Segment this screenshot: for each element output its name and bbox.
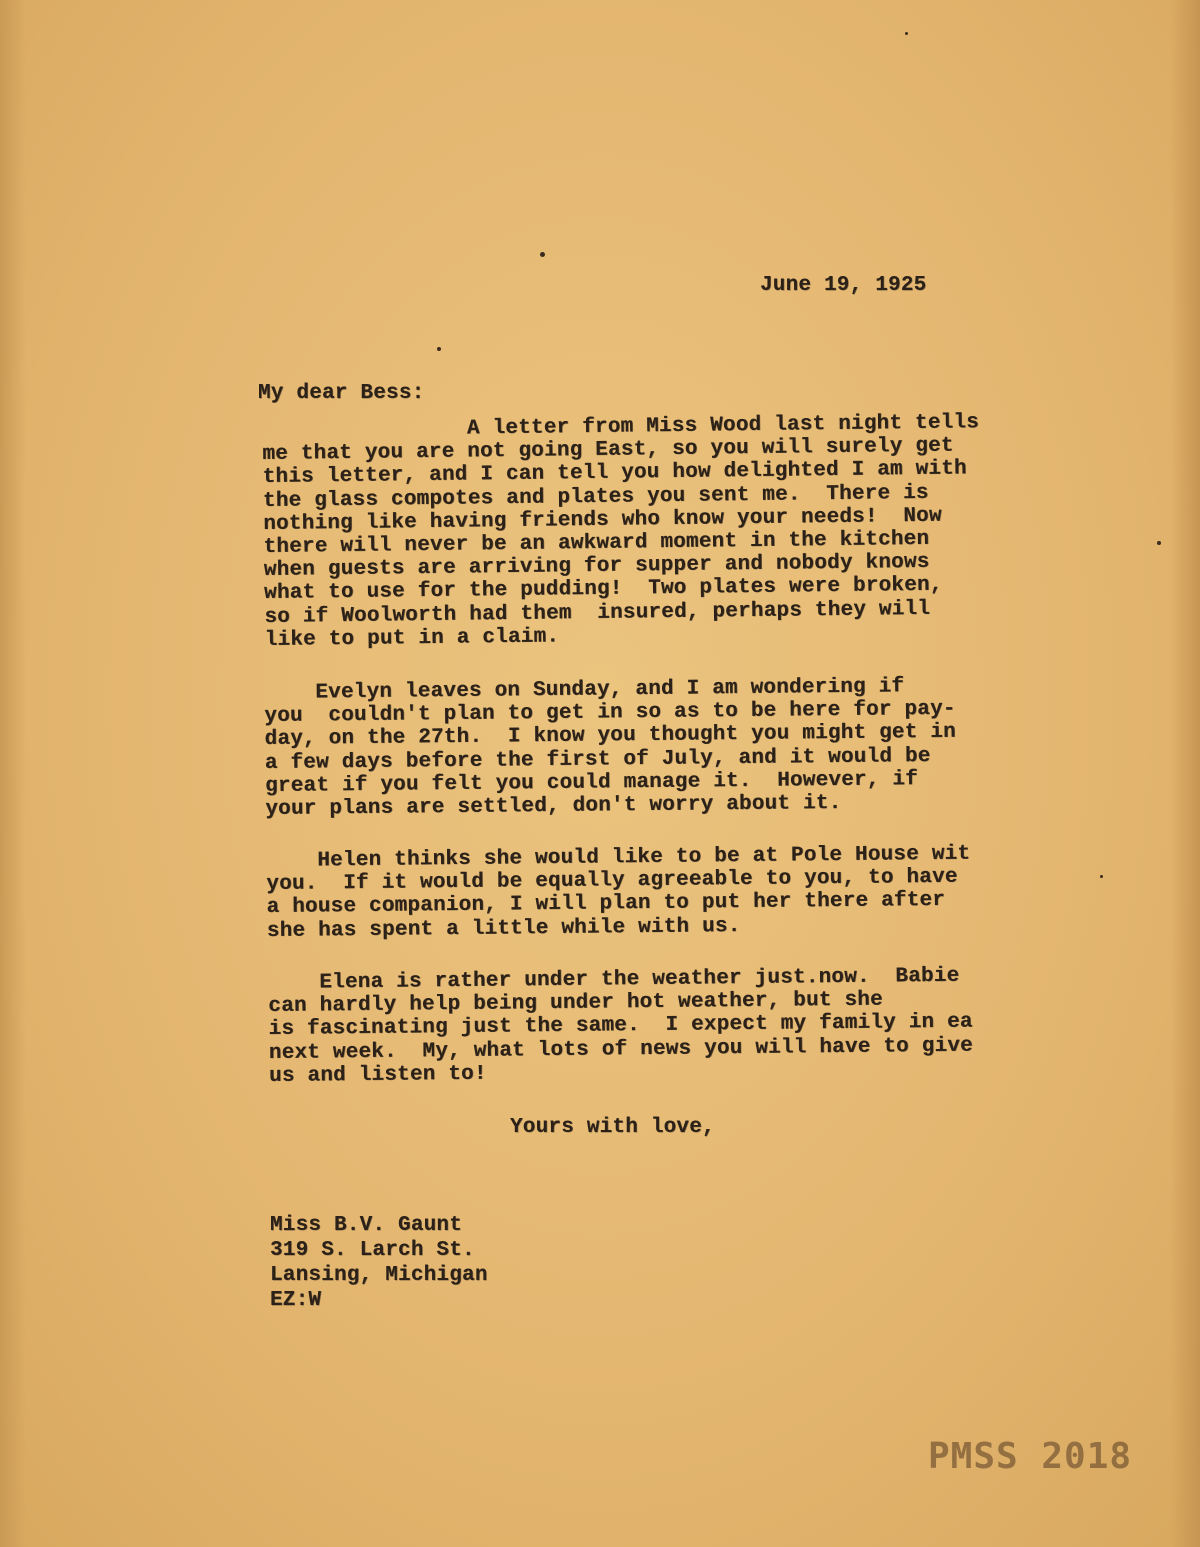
typist-initials: EZ:W (270, 1289, 322, 1312)
letter-paragraph-1: A letter from Miss Wood last night tells me that you are not going East, so you will surely get this letter, and I can tell you how delighted I am with the glass compotes and plates you sent me. There is nothing like having friends who know your needs! Now there will never be an awkward moment in the kitchen when guests are arriving for supper and nobody knows what to use for the pudding! Two plates were broken, so if Woolworth had them insured, perhaps they will like to put in a claim. (262, 411, 980, 652)
letter-paragraph-4: Elena is rather under the weather just.now. Babie can hardly help being under hot weather, but she is fascinating just the same. I expect my family in ea next week. My, what lots of news you will have to give us and listen to! (268, 964, 974, 1088)
paper-speck (1157, 541, 1161, 545)
paper-speck (905, 32, 908, 35)
letter-date: June 19, 1925 (760, 274, 927, 297)
letter-closing: Yours with love, (510, 1116, 715, 1139)
recipient-name: Miss B.V. Gaunt (270, 1214, 463, 1237)
paper-speck (437, 347, 441, 351)
paper-speck (540, 252, 545, 257)
recipient-street: 319 S. Larch St. (270, 1239, 475, 1262)
paper-edge-right (1170, 0, 1200, 1547)
recipient-city: Lansing, Michigan (270, 1264, 488, 1287)
paper-edge-left (0, 0, 26, 1547)
paper-speck (1100, 875, 1103, 878)
recipient-address-block (270, 1213, 488, 1313)
letter-salutation: My dear Bess: (258, 382, 425, 405)
archive-stamp: PMSS 2018 (928, 1436, 1133, 1477)
letter-paragraph-3: Helen thinks she would like to be at Pole House wit you. If it would be equally agreeable to you, to have a house companion, I will plan to put her there after she has spent a little while with us. (266, 842, 971, 943)
letter-paragraph-2: Evelyn leaves on Sunday, and I am wondering if you couldn't plan to get in so as to be here for pay- day, on the 27th. I know you thought you might get in a few days before the first of July, and it would be great if you felt you could manage it. However, if your plans are settled, don't worry about it. (264, 675, 957, 822)
